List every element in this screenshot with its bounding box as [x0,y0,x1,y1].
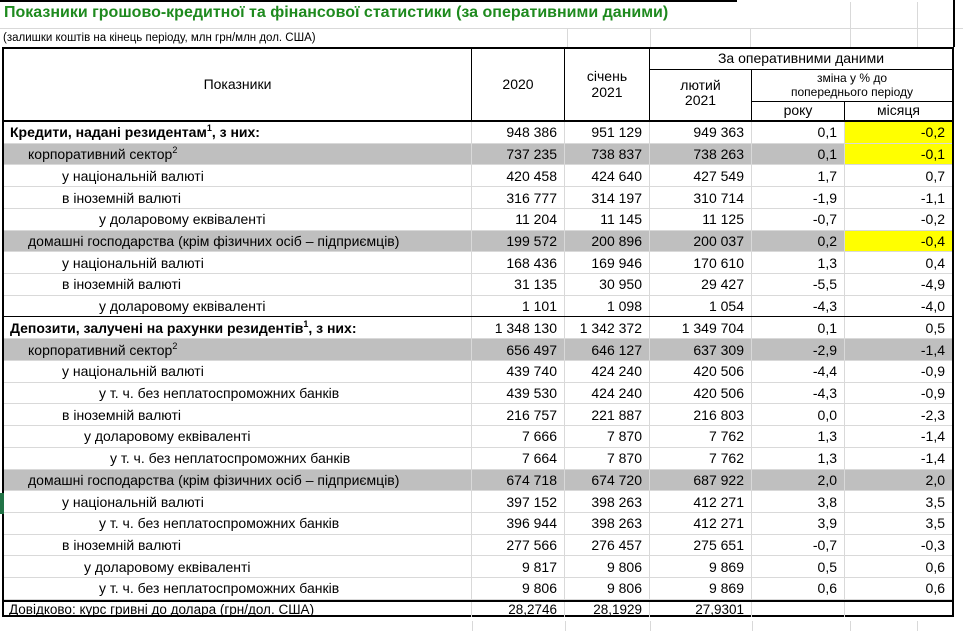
value-feb-2021[interactable]: 27,9301 [650,602,752,617]
row-label[interactable]: у т. ч. без неплатоспроможних банків [4,578,472,599]
table-row [4,274,952,296]
header-operational-data[interactable]: За оперативними даними [650,49,952,70]
gridline [917,2,918,47]
row-label[interactable]: у національній валюті [4,252,472,273]
row-label[interactable]: у національній валюті [4,165,472,186]
value-feb-2021[interactable]: 9 869 [650,556,752,577]
value-2020[interactable]: 7 664 [472,448,565,469]
value-month-change[interactable]: -0,2 [920,211,945,228]
gridline [567,29,568,47]
value-month-change[interactable]: -0,9 [920,384,945,401]
header-change-percent[interactable]: зміна у % до попереднього періоду [752,70,952,102]
value-jan-2021[interactable]: 9 806 [565,556,650,577]
value-2020[interactable]: 199 572 [472,231,565,252]
value-jan-2021[interactable]: 738 837 [565,144,650,165]
value-month-change[interactable]: -1,4 [920,450,945,467]
value-year-change[interactable]: -5,5 [752,274,845,295]
value-month-change[interactable]: 2,0 [925,471,945,488]
value-feb-2021[interactable]: 275 651 [650,535,752,556]
value-2020[interactable]: 656 497 [472,339,565,360]
value-jan-2021[interactable]: 11 145 [565,209,650,230]
value-year-change[interactable]: 3,9 [752,513,845,534]
value-feb-2021[interactable]: 1 349 704 [650,317,752,338]
table-row [4,296,952,318]
value-month-change[interactable]: -4,9 [920,276,945,293]
row-label[interactable]: в іноземній валюті [4,187,472,208]
value-month-change[interactable]: -1,4 [920,428,945,445]
header-year-change[interactable]: року [752,102,845,120]
value-month-change[interactable]: 0,6 [925,580,945,597]
gridline [850,2,851,47]
value-feb-2021[interactable]: 11 125 [650,209,752,230]
value-year-change[interactable]: -2,9 [752,339,845,360]
value-month-change[interactable]: -0,4 [845,231,952,252]
row-label[interactable]: корпоративний сектор $^2$ [4,339,472,360]
value-feb-2021[interactable]: 412 271 [650,513,752,534]
value-month-change[interactable]: -1,1 [920,189,945,206]
table-row [4,209,952,231]
value-2020[interactable]: 420 458 [472,165,565,186]
value-year-change[interactable]: 0,0 [752,404,845,425]
value-feb-2021[interactable]: 687 922 [650,470,752,491]
table-body [4,122,952,600]
value-month-change[interactable]: 0,4 [925,254,945,271]
header-jan-2021[interactable]: січень 2021 [565,49,650,120]
footer-row [4,600,952,617]
gridline [750,28,751,47]
value-2020[interactable]: 316 777 [472,187,565,208]
gridline [650,621,651,631]
stats-table [2,47,954,617]
table-row [4,426,952,448]
row-label[interactable]: у доларовому еквіваленті [4,296,472,317]
sheet-right-border [953,0,955,47]
gridline [752,621,753,631]
value-year-change[interactable]: 0,1 [752,122,845,143]
value-month-change[interactable]: -1,4 [920,341,945,358]
title-top-border [0,0,737,2]
value-month-change[interactable]: -0,9 [920,363,945,380]
row-label[interactable]: у національній валюті [4,491,472,512]
table-row [4,187,952,209]
row-label[interactable]: у доларовому еквіваленті [4,556,472,577]
value-2020[interactable]: 7 666 [472,426,565,447]
value-year-change[interactable]: -0,7 [752,535,845,556]
gridline [0,28,963,29]
row-label[interactable]: корпоративний сектор $^2$ [4,144,472,165]
table-row [4,165,952,187]
table-row [4,144,952,166]
value-feb-2021[interactable]: 9 869 [650,578,752,599]
row-label[interactable]: у т. ч. без неплатоспроможних банків [4,383,472,404]
gridline [850,621,851,631]
value-feb-2021[interactable]: 216 803 [650,404,752,425]
value-year-change[interactable]: 1,3 [752,448,845,469]
value-year-change[interactable]: 0,5 [752,556,845,577]
row-label[interactable]: Кредити, надані резидентам $^1$ , з них: [4,122,472,143]
value-year-change[interactable]: 1,3 [752,426,845,447]
row-label[interactable]: в іноземній валюті [4,535,472,556]
value-jan-2021[interactable]: 314 197 [565,187,650,208]
value-jan-2021[interactable]: 398 263 [565,491,650,512]
value-feb-2021[interactable]: 420 506 [650,383,752,404]
value-2020[interactable]: 396 944 [472,513,565,534]
value-feb-2021[interactable]: 29 427 [650,274,752,295]
gridline [565,621,566,631]
value-jan-2021[interactable]: 424 240 [565,361,650,382]
value-jan-2021[interactable]: 1 342 372 [565,317,650,338]
row-label[interactable]: Депозити, залучені на рахунки резидентів $^1$ , з них: [4,317,472,338]
value-month-change[interactable]: 3,5 [925,493,945,510]
value-year-change[interactable]: -4,4 [752,361,845,382]
value-month-change[interactable]: -0,3 [920,537,945,554]
value-jan-2021[interactable]: 7 870 [565,426,650,447]
value-feb-2021[interactable]: 310 714 [650,187,752,208]
header-indicators[interactable]: Показники [4,49,472,120]
row-label[interactable]: в іноземній валюті [4,404,472,425]
value-year-change[interactable]: -0,7 [752,209,845,230]
value-jan-2021[interactable]: 9 806 [565,578,650,599]
table-row [4,317,952,339]
header-feb-2021[interactable]: лютий 2021 [650,70,752,120]
table-row [4,470,952,492]
selection-marker [0,493,4,514]
value-year-change[interactable]: -4,3 [752,296,845,317]
value-feb-2021[interactable]: 7 762 [650,448,752,469]
value-month-change[interactable]: 0,6 [925,558,945,575]
value-year-change[interactable]: 1,7 [752,165,845,186]
value-year-change[interactable]: 0,1 [752,317,845,338]
value-2020[interactable]: 1 101 [472,296,565,317]
value-jan-2021[interactable]: 30 950 [565,274,650,295]
value-jan-2021[interactable]: 221 887 [565,404,650,425]
value-month-change[interactable]: -4,0 [920,298,945,315]
value-month-change[interactable]: -0,1 [845,144,952,165]
value-feb-2021[interactable]: 738 263 [650,144,752,165]
gridline [917,621,918,631]
value-year-change[interactable]: 2,0 [752,470,845,491]
table-row [4,556,952,578]
value-month-change[interactable]: 0,5 [925,319,945,336]
row-label[interactable]: домашні господарства (крім фізичних осіб – підприємців) [4,231,472,252]
value-jan-2021[interactable]: 424 240 [565,383,650,404]
value-feb-2021[interactable]: 412 271 [650,491,752,512]
page-subtitle[interactable]: (залишки коштів на кінець періоду, млн грн/млн дол. США) [3,32,316,44]
value-year-change[interactable]: -4,3 [752,383,845,404]
value-jan-2021[interactable]: 169 946 [565,252,650,273]
value-feb-2021[interactable]: 420 506 [650,361,752,382]
value-jan-2021[interactable]: 674 720 [565,470,650,491]
page-title[interactable]: Показники грошово-кредитної та фінансової статистики (за оперативними даними) [4,4,669,21]
value-jan-2021[interactable]: 7 870 [565,448,650,469]
table-row [4,404,952,426]
value-2020[interactable]: 28,2746 [472,602,565,617]
value-2020[interactable]: 11 204 [472,209,565,230]
value-month-change[interactable]: 0,7 [925,167,945,184]
value-feb-2021[interactable]: 170 610 [650,252,752,273]
table-row [4,252,952,274]
value-jan-2021[interactable]: 28,1929 [565,602,650,617]
value-feb-2021[interactable]: 949 363 [650,122,752,143]
table-header [4,49,952,122]
value-2020[interactable]: 168 436 [472,252,565,273]
table-row [4,491,952,513]
value-year-change[interactable]: 1,3 [752,252,845,273]
table-row [4,383,952,405]
table-row [4,122,952,144]
value-year-change[interactable]: 0,6 [752,578,845,599]
table-row [4,231,952,253]
value-jan-2021[interactable]: 951 129 [565,122,650,143]
value-year-change[interactable]: 0,2 [752,231,845,252]
header-month-change[interactable]: місяця [877,102,920,119]
header-2020[interactable]: 2020 [472,49,565,120]
value-jan-2021[interactable]: 1 098 [565,296,650,317]
value-2020[interactable]: 737 235 [472,144,565,165]
row-label[interactable]: в іноземній валюті [4,274,472,295]
row-label[interactable]: у національній валюті [4,361,472,382]
value-jan-2021[interactable]: 398 263 [565,513,650,534]
table-row [4,339,952,361]
value-2020[interactable]: 9 806 [472,578,565,599]
value-year-change[interactable]: 0,1 [752,144,845,165]
value-2020[interactable]: 216 757 [472,404,565,425]
value-feb-2021[interactable]: 7 762 [650,426,752,447]
value-feb-2021[interactable]: 637 309 [650,339,752,360]
value-2020[interactable]: 439 530 [472,383,565,404]
table-row [4,448,952,470]
value-month-change[interactable]: -0,2 [845,122,952,143]
value-feb-2021[interactable]: 1 054 [650,296,752,317]
value-feb-2021[interactable]: 200 037 [650,231,752,252]
value-year-change[interactable]: 3,8 [752,491,845,512]
table-row [4,578,952,600]
value-2020[interactable]: 1 348 130 [472,317,565,338]
row-label[interactable]: у доларовому еквіваленті [4,209,472,230]
value-2020[interactable]: 948 386 [472,122,565,143]
table-row [4,361,952,383]
value-jan-2021[interactable]: 646 127 [565,339,650,360]
value-month-change[interactable] [845,602,952,617]
table-row [4,513,952,535]
gridline [472,621,473,631]
row-label[interactable]: домашні господарства (крім фізичних осіб – підприємців) [4,470,472,491]
value-2020[interactable]: 674 718 [472,470,565,491]
value-year-change[interactable] [752,602,845,617]
value-2020[interactable]: 397 152 [472,491,565,512]
gridline [650,29,651,47]
table-row [4,535,952,557]
value-month-change[interactable]: 3,5 [925,515,945,532]
row-label[interactable]: у т. ч. без неплатоспроможних банків [4,513,472,534]
footer-label[interactable]: Довідково: курс гривні до долара (грн/дол. США) [4,602,472,617]
value-month-change[interactable]: -2,3 [920,406,945,423]
value-jan-2021[interactable]: 200 896 [565,231,650,252]
value-jan-2021[interactable]: 424 640 [565,165,650,186]
value-2020[interactable]: 439 740 [472,361,565,382]
value-2020[interactable]: 31 135 [472,274,565,295]
value-feb-2021[interactable]: 427 549 [650,165,752,186]
row-label[interactable]: у т. ч. без неплатоспроможних банків [4,448,472,469]
row-label[interactable]: у доларовому еквіваленті [4,426,472,447]
value-2020[interactable]: 277 566 [472,535,565,556]
value-jan-2021[interactable]: 276 457 [565,535,650,556]
value-2020[interactable]: 9 817 [472,556,565,577]
value-year-change[interactable]: -1,9 [752,187,845,208]
